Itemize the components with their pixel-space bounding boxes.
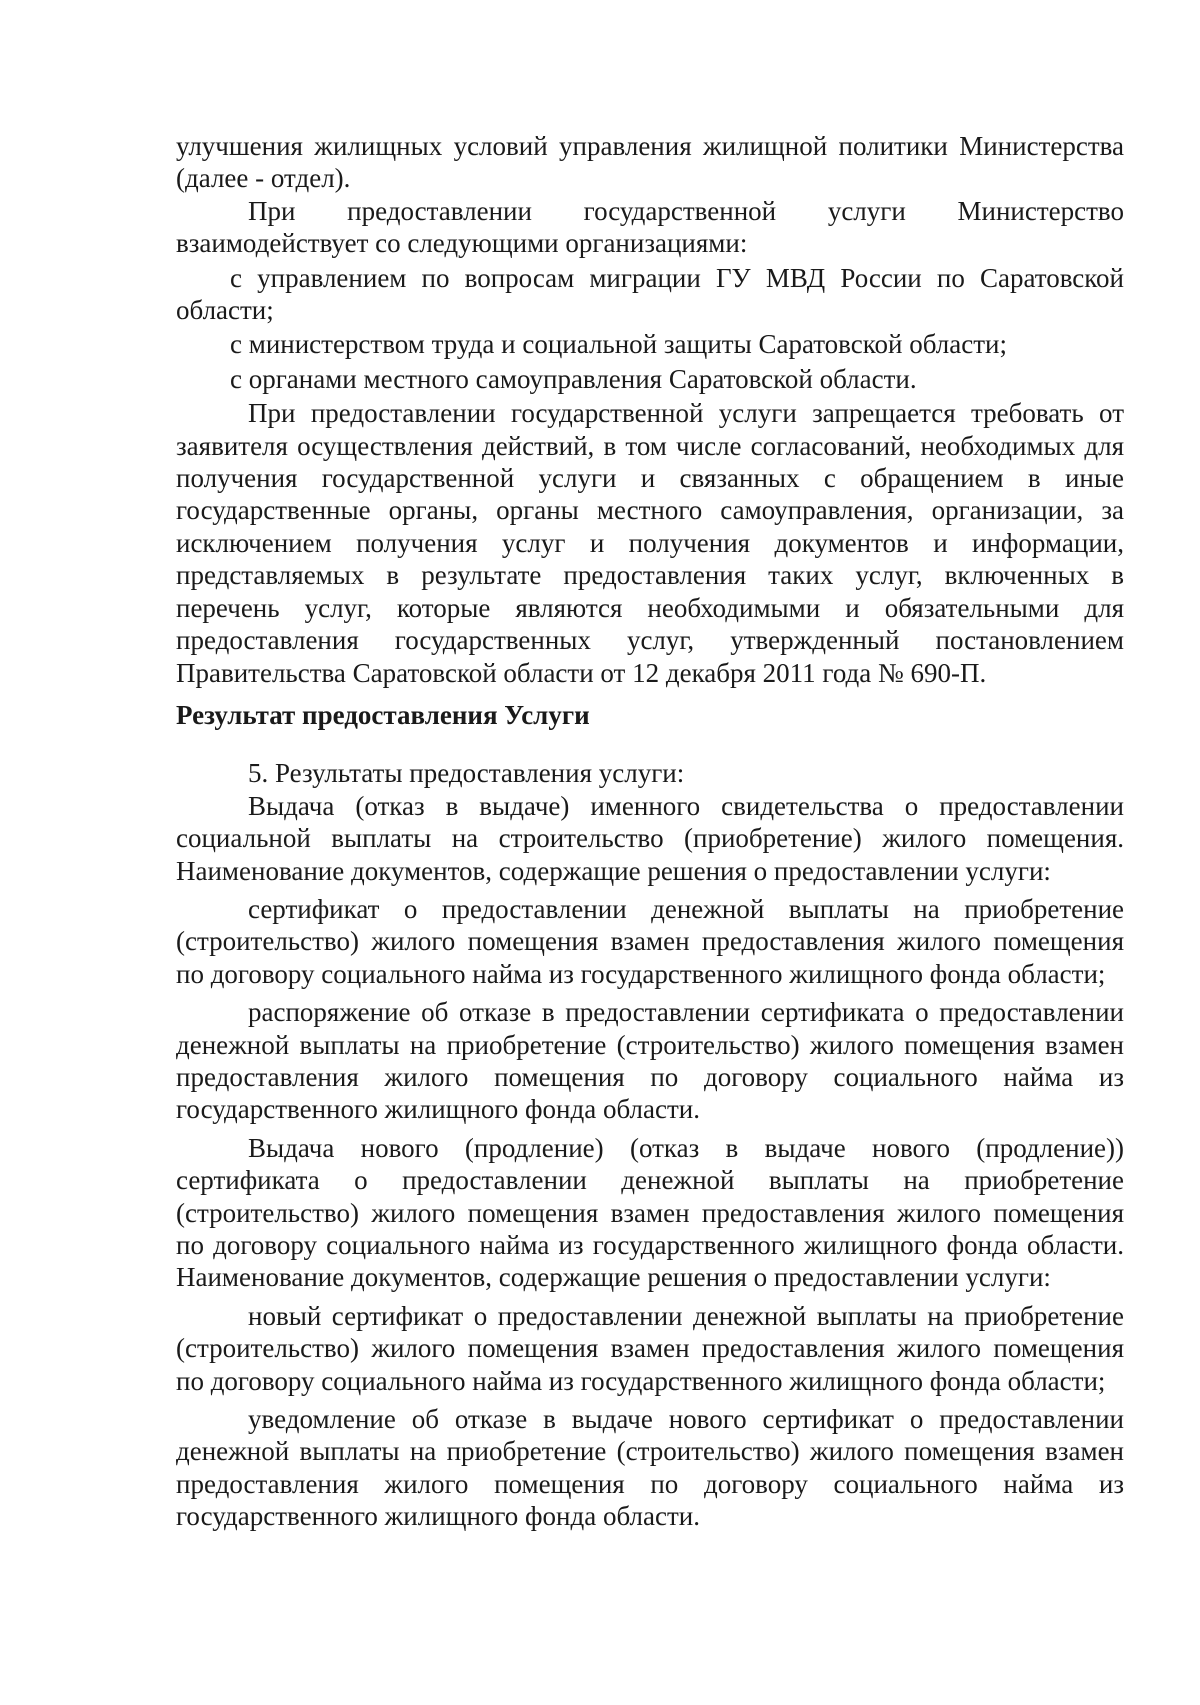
document-body: [176, 130, 1124, 1533]
paragraph-prohibition: При предоставлении государственной услуги запрещается требовать от заявителя осуществления действий, в том числе согласований, необходимых для получения государственной услуги и связанных с обращением в иные государственные органы, органы местного самоуправления, организации, за исключением получения услуг и получения документов и информации, представляемых в результате предоставления таких услуг, включенных в перечень услуг, которые являются необходимыми и обязательными для предоставления государственных услуг, утвержденный постановлением Правительства Саратовской области от 12 декабря 2011 года № 690-П.: [176, 398, 1124, 688]
paragraph-new-certificate: Выдача нового (продление) (отказ в выдаче нового (продление)) сертификата о предоставлении денежной выплаты на приобретение (строительство) жилого помещения взамен предоставления жилого помещения по договору социального найма из государственного жилищного фонда области. Наименование документов, содержащие решения о предоставлении услуги:: [176, 1132, 1124, 1293]
paragraph-continuation: улучшения жилищных условий управления жилищной политики Министерства (далее - отдел).: [176, 131, 1124, 194]
list-item-certificate: сертификат о предоставлении денежной выплаты на приобретение (строительство) жилого помещения взамен предоставления жилого помещения по договору социального найма из государственного жилищного фонда области;: [176, 893, 1124, 989]
list-item-local-government: с органами местного самоуправления Саратовской области.: [230, 363, 917, 394]
list-item-refusal-order: распоряжение об отказе в предоставлении сертификата о предоставлении денежной выплаты на приобретение (строительство) жилого помещения взамен предоставления жилого помещения по договору социального найма из государственного жилищного фонда области.: [176, 997, 1124, 1125]
list-item-migration: с управлением по вопросам миграции ГУ МВД России по Саратовской области;: [176, 262, 1124, 326]
paragraph-certificate-issue: Выдача (отказ в выдаче) именного свидетельства о предоставлении социальной выплаты на строительство (приобретение) жилого помещения. Наименование документов, содержащие решения о предоставлении услуги:: [176, 790, 1124, 886]
paragraph-results-intro: 5. Результаты предоставления услуги:: [248, 758, 685, 789]
list-item-refusal-notice: уведомление об отказе в выдаче нового сертификат о предоставлении денежной выплаты на приобретение (строительство) жилого помещения взамен предоставления жилого помещения по договору социального найма из государственного жилищного фонда области.: [176, 1404, 1124, 1532]
list-item-labour-ministry: с министерством труда и социальной защиты Саратовской области;: [230, 329, 1007, 360]
section-heading: Результат предоставления Услуги: [176, 699, 590, 730]
list-item-new-certificate: новый сертификат о предоставлении денежной выплаты на приобретение (строительство) жилого помещения взамен предоставления жилого помещения по договору социального найма из государственного жилищного фонда области;: [176, 1300, 1124, 1396]
paragraph-interaction: При предоставлении государственной услуги Министерство взаимодействует со следующими организациями:: [176, 195, 1124, 259]
